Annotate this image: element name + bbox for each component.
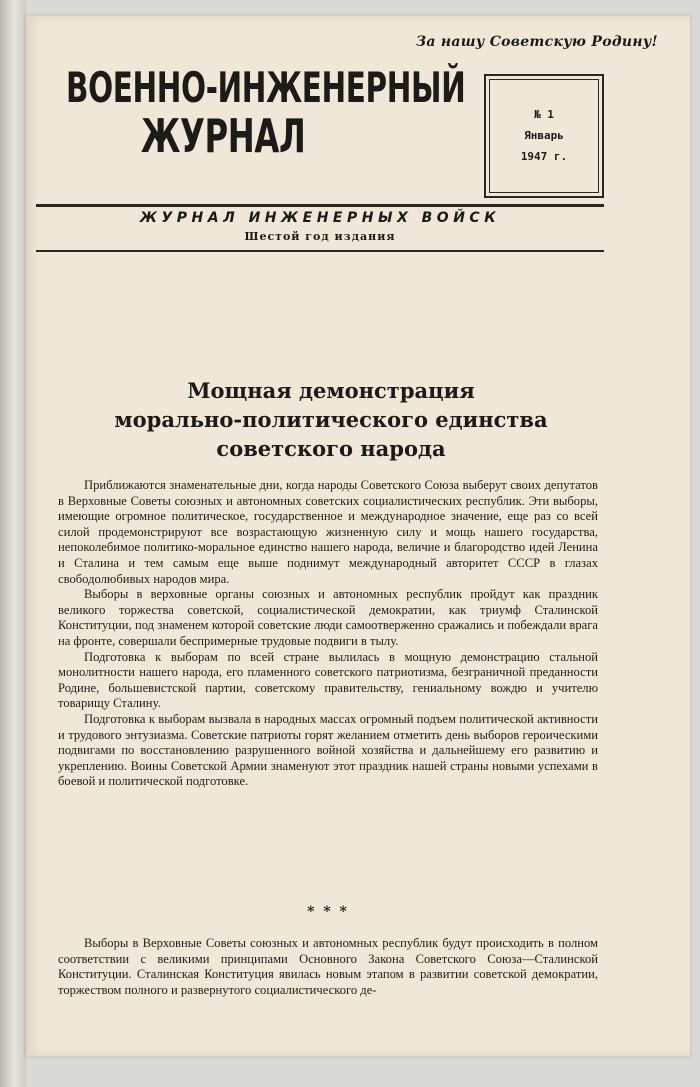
title-line-2: ЖУРНАЛ (140, 109, 306, 163)
section-separator: * * * (307, 904, 349, 920)
article-body (58, 478, 598, 790)
headline-line: советского народа (216, 436, 446, 461)
journal-page (26, 16, 690, 1056)
masthead-rule-bottom (36, 250, 604, 252)
article-headline (66, 376, 596, 463)
article-paragraph: Выборы в Верховные Советы союзных и автономных республик будут происходить в полном соответствии с великими принципами Основного Закона Советского Союза—Сталинской Конституции. Сталинская Конституция явилась новым этапом в развитии советской демократии, торжеством полного и развернутого социалистического де- (58, 936, 598, 997)
article-body-continued (58, 936, 598, 998)
journal-title (66, 63, 466, 163)
book-spine (0, 0, 26, 1087)
headline-line: Мощная демонстрация (187, 378, 475, 403)
motto: За нашу Советскую Родину! (415, 34, 658, 50)
masthead-rule-top (36, 204, 604, 207)
article-paragraph: Приближаются знаменательные дни, когда народы Советского Союза выберут своих депутатов в Верховные Советы союзных и автономных советских социалистических республик. Эти выборы, имеющие огромное политическое, государственное и международное значение, еще раз со всей силой продемонстрируют все возрастающую жизненную силу и мощь нашего государства, непоколебимое политико-моральное единство нашего народа, величие и благородство идей Ленина и Сталина и тем самым еще выше поднимут международный авторитет СССР в глазах свободолюбивых народов мира. (58, 478, 598, 586)
issue-year: 1947 г. (520, 150, 568, 163)
article-paragraph: Подготовка к выборам по всей стране вылилась в мощную демонстрацию стальной монолитности нашего народа, его пламенного советского патриотизма, безграничной преданности Родине, большевистской партии, советскому правительству, гениальному вождю и учителю товарищу Сталину. (58, 649, 598, 711)
edition-line: Шестой год издания (244, 230, 396, 243)
issue-number: № 1 (534, 108, 554, 121)
headline-line: морально-политического единства (114, 407, 548, 432)
title-line-1: ВОЕННО-ИНЖЕНЕРНЫЙ (66, 63, 466, 112)
issue-box (484, 74, 604, 198)
journal-subtitle: ЖУРНАЛ ИНЖЕНЕРНЫХ ВОЙСК (139, 210, 501, 226)
issue-month: Январь (524, 129, 564, 142)
article-paragraph: Подготовка к выборам вызвала в народных массах огромный подъем политической активности и трудового энтузиазма. Советские патриоты горят желанием отметить день выборов героическими подвигами по восстановлению разрушенного войной хозяйства и дальнейшему его развитию и укреплению. Воины Советской Армии знаменуют этот праздник нашей страны новыми успехами в боевой и политической подготовке. (58, 711, 598, 789)
article-paragraph: Выборы в верховные органы союзных и автономных республик пройдут как праздник великого торжества советской, социалистической демократии, как триумф Сталинской Конституции, под знаменем которой советские люди самоотверженно сражались и побеждали врага на фронте, совершали беспримерные трудовые подвиги в тылу. (58, 587, 598, 648)
